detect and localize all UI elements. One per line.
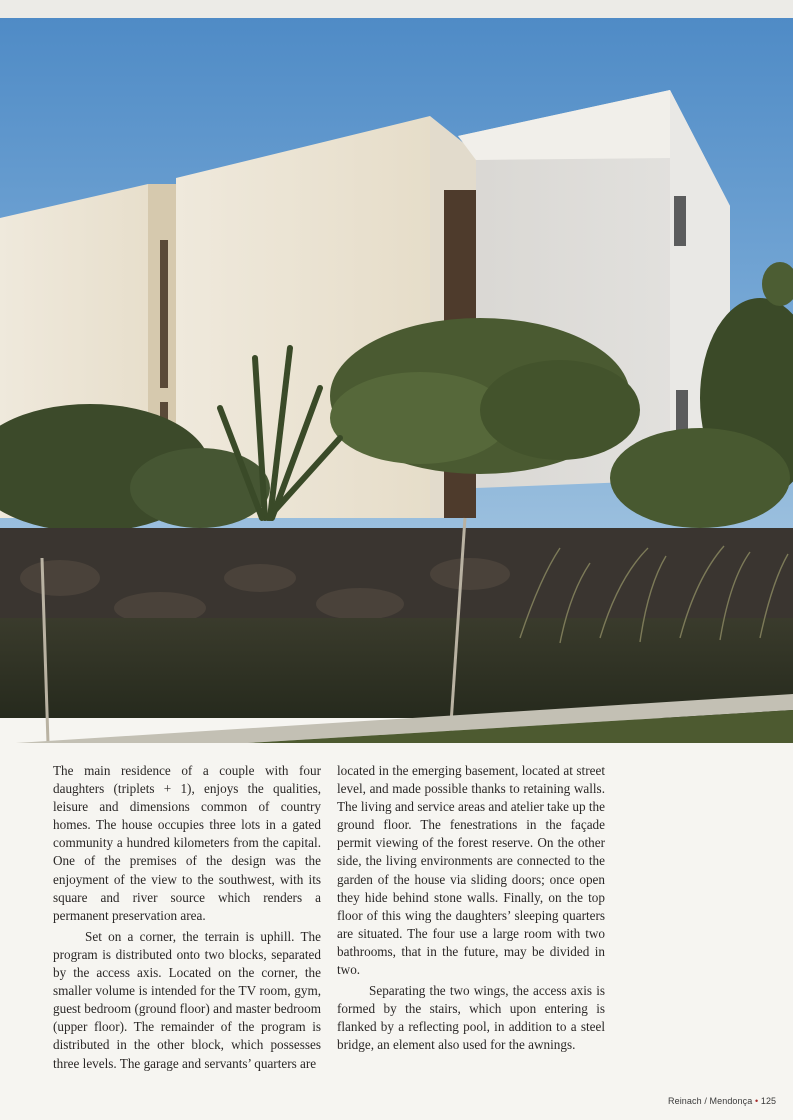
article-paragraph: The main residence of a couple with four daughters (triplets + 1), enjoys the qualities, leisure and dimensions common of country homes. The house occupies three lots in a gated community a hundred kilometers from the capital. One of the premises of the design was the enjoyment of the view to the southwest, with its square and river source which renders a permanent preservation area. [53,763,321,923]
architecture-photo [0,18,793,743]
footer-separator: • [754,1096,759,1106]
page-footer [668,1096,776,1106]
article-paragraph: Set on a corner, the terrain is uphill. The program is distributed onto two blocks, separated by the access axis. Located on the corner, the smaller volume is intended for the TV room, gym, guest bedroom (ground floor) and master bedroom (upper floor). The remainder of the program is distributed in the other block, which possesses three levels. The garage and servants’ quarters are [53,928,321,1071]
article-paragraph: located in the emerging basement, located at street level, and made possible thanks to retaining walls. The living and service areas and atelier take up the ground floor. The fenestrations in the façade permit viewing of the forest reserve. On the other side, the living environments are connected to the garden of the house via sliding doors; once open they hide behind stone walls. Finally, on the top floor of this wing the daughters’ sleeping quarters are situated. The four use a large room with two bathrooms, that in the future, may be divided in two. [337,763,605,978]
photo-credit: Reinach / Mendonça [668,1096,753,1106]
article-column-left [53,762,321,1073]
article-column-right [337,762,605,1055]
page-number: 125 [760,1096,777,1106]
article-paragraph: Separating the two wings, the access axis is formed by the stairs, which upon entering is flanked by a reflecting pool, in addition to a steel bridge, an element also used for the awnings. [337,983,605,1053]
page-top-margin [0,0,793,18]
